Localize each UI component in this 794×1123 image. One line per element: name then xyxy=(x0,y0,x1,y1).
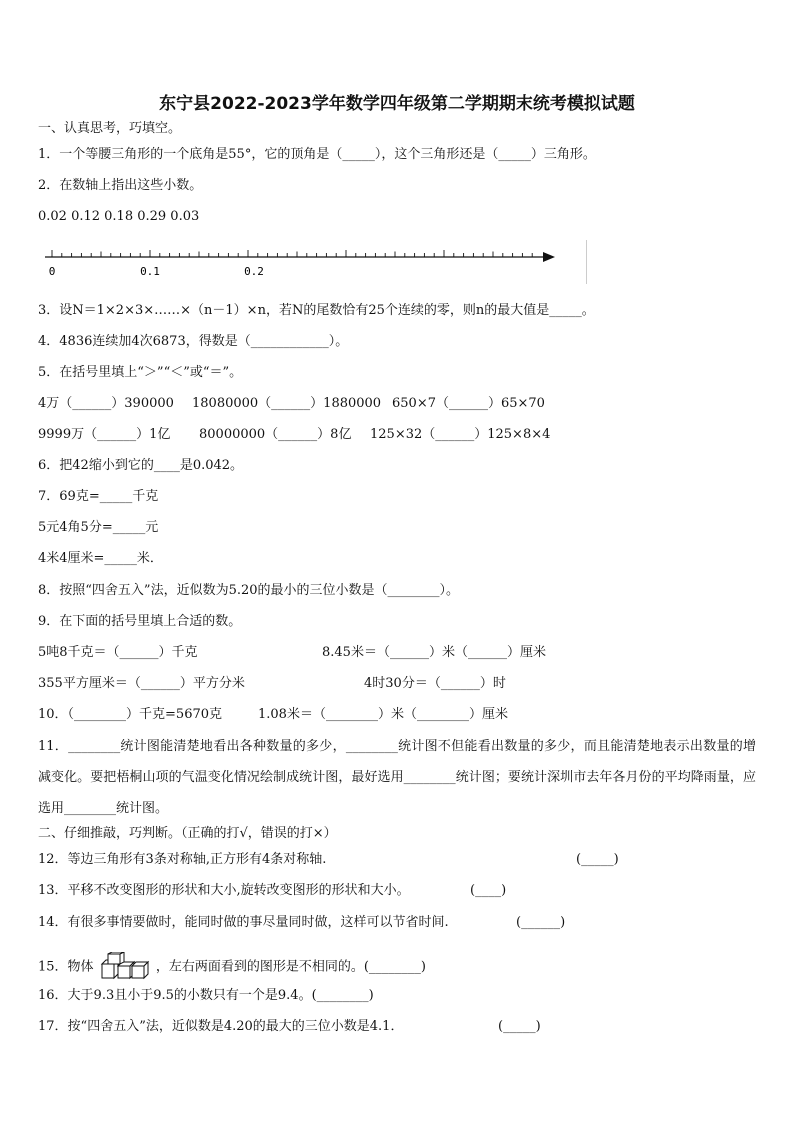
section-2-heading: 二、仔细推敲，巧判断。（正确的打√，错误的打×） xyxy=(38,826,337,841)
question-5-item: 650×7（______）65×70 xyxy=(392,396,545,411)
question-9-item: 5吨8千克＝（______）千克 xyxy=(38,645,198,660)
question-5: 5．在括号里填上“＞”“＜”或“＝”。 xyxy=(38,365,243,380)
number-line-label-0: 0 xyxy=(48,265,56,278)
question-9-item: 4时30分＝（______）时 xyxy=(364,676,506,691)
question-10-part-1: 10．（________）千克=5670克 xyxy=(38,707,223,722)
question-15-text: ，左右两面看到的图形是不相同的。(________) xyxy=(155,959,426,975)
number-line-right-border xyxy=(586,240,587,284)
question-8: 8．按照“四舍五入”法，近似数为5.20的最小的三位小数是（________）。 xyxy=(38,583,460,598)
question-13-answer-blank: (____) xyxy=(470,883,507,898)
question-9-item: 8.45米＝（______）米（______）厘米 xyxy=(322,645,546,660)
question-11: 11．________统计图能清楚地看出各种数量的多少，________统计图不但能看出数量的多少，而且能清楚地表示出数量的增减变化。要把梧桐山项的气温变化情况绘制成统计图，最好选用________统计图；要统计深圳市去年各月份的平均降雨量，应选用________统计图。 xyxy=(38,739,756,816)
question-4: 4．4836连续加4次6873，得数是（____________）。 xyxy=(38,334,349,349)
question-15-prefix: 15．物体 xyxy=(38,959,94,975)
question-13: 13．平移不改变图形的形状和大小,旋转改变图形的形状和大小。 xyxy=(38,883,410,898)
question-17: 17．按“四舍五入”法，近似数是4.20的最大的三位小数是4.1． xyxy=(38,1019,404,1034)
question-1: 1．一个等腰三角形的一个底角是55°，它的顶角是（_____），这个三角形还是（_____）三角形。 xyxy=(38,147,596,162)
question-2: 2．在数轴上指出这些小数。 xyxy=(38,178,203,193)
question-17-answer-blank: (_____) xyxy=(498,1019,541,1034)
question-3: 3．设N＝1×2×3×……×（n－1）×n，若N的尾数恰有25个连续的零，则n的最大值是_____。 xyxy=(38,303,595,318)
number-line xyxy=(40,238,600,283)
number-line-label-1: 0.1 xyxy=(140,265,160,278)
question-5-item: 18080000（______）1880000 xyxy=(192,396,382,411)
question-5-item: 125×32（______）125×8×4 xyxy=(370,427,551,442)
question-14-answer-blank: (______) xyxy=(516,915,566,930)
question-9-item: 355平方厘米＝（______）平方分米 xyxy=(38,676,245,691)
question-7a: 7．69克=_____千克 xyxy=(38,489,159,504)
question-7b: 5元4角5分=_____元 xyxy=(38,520,159,535)
number-line-label-2: 0.2 xyxy=(244,265,264,278)
question-5-item: 4万（______）390000 xyxy=(38,396,174,411)
question-14: 14．有很多事情要做时，能同时做的事尽量同时做，这样可以节省时间. xyxy=(38,915,449,930)
question-6: 6．把42缩小到它的____是0.042。 xyxy=(38,458,244,473)
question-10-part-2: 1.08米＝（________）米（________）厘米 xyxy=(258,707,508,722)
question-5-item: 80000000（______）8亿 xyxy=(199,427,352,442)
cube-stack-icon xyxy=(98,952,152,982)
question-2-values: 0.02 0.12 0.18 0.29 0.03 xyxy=(38,209,200,224)
page-title: 东宁县2022-2023学年数学四年级第二学期期末统考模拟试题 xyxy=(159,94,635,114)
question-12-answer-blank: (_____) xyxy=(576,852,619,867)
question-9: 9．在下面的括号里填上合适的数。 xyxy=(38,614,242,629)
question-5-item: 9999万（______）1亿 xyxy=(38,427,171,442)
question-16: 16．大于9.3且小于9.5的小数只有一个是9.4。(________) xyxy=(38,988,374,1003)
question-12: 12．等边三角形有3条对称轴,正方形有4条对称轴. xyxy=(38,852,327,867)
question-7c: 4米4厘米=_____米． xyxy=(38,551,163,566)
section-1-heading: 一、认真思考，巧填空。 xyxy=(38,121,182,136)
